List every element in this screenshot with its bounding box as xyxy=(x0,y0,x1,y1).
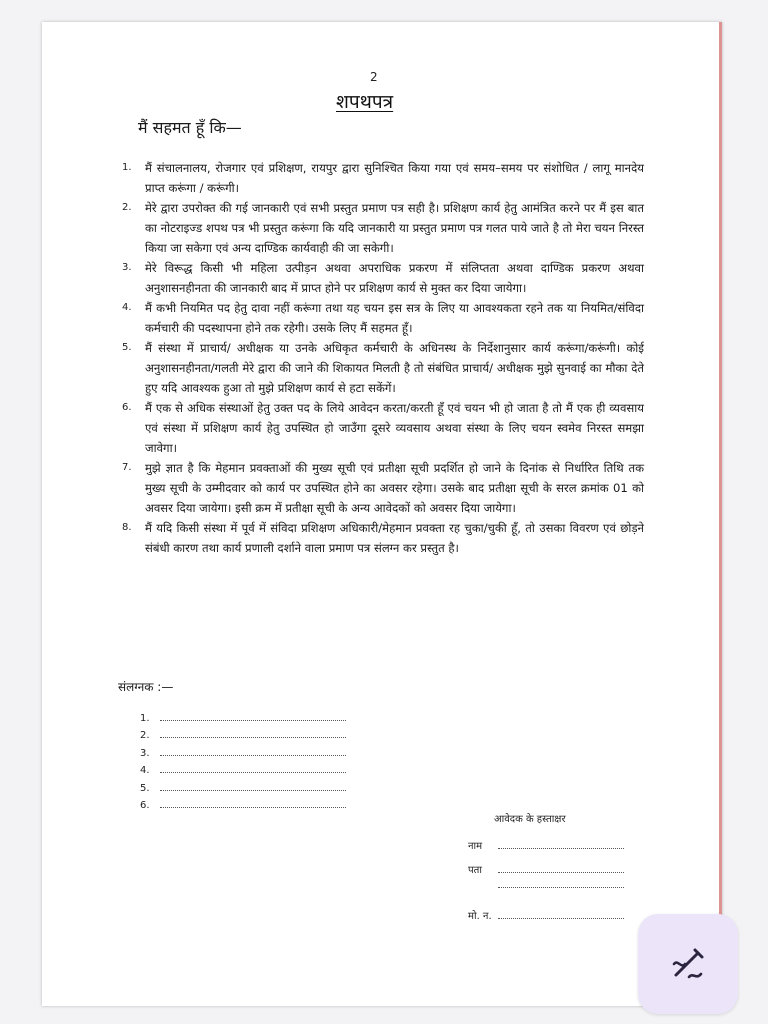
item-text: मैं संचालनालय, रोजगार एवं प्रशिक्षण, रायपुर द्वारा सुनिश्चित किया गया एवं समय–समय पर संशोधित / लागू मानदेय प्राप्त करूंगा / करूंगी। xyxy=(145,161,644,195)
attachment-number: 5. xyxy=(140,782,150,794)
page-number: 2 xyxy=(370,70,378,84)
declaration-item xyxy=(118,258,644,298)
address-label: पता xyxy=(468,865,482,876)
attachment-line xyxy=(140,706,346,724)
mobile-field xyxy=(468,908,624,922)
declaration-item xyxy=(118,398,644,458)
page-edge xyxy=(719,22,722,1006)
declaration-item xyxy=(118,338,644,398)
item-text: मैं यदि किसी संस्था में पूर्व में संविदा प्रशिक्षण अधिकारी/मेहमान प्रवक्ता रह चुका/चुकी हूँ, तो उसका विवरण एवं छोड़ने संबंधी कारण तथा कार्य प्रणाली दर्शाने वाला प्रमाण पत्र संलग्न कर प्रस्तुत है। xyxy=(145,521,644,555)
item-text: मेरे द्वारा उपरोक्त की गई जानकारी एवं सभी प्रस्तुत प्रमाण पत्र सही है। प्रशिक्षण कार्य हेतु आमंत्रित करने पर मैं इस बात का नोटराइज्ड शपथ पत्र भी प्रस्तुत करूंगा कि यदि जानकारी या प्रस्तुत प्रमाण पत्र गलत पाये जाते है तो मेरा चयन निरस्त किया जा सकेगा एवं अन्य दाण्डिक कार्यवाही की जा सकेगी। xyxy=(145,201,644,255)
blank-line xyxy=(498,847,624,849)
blank-line xyxy=(160,754,346,756)
blank-line xyxy=(160,771,346,773)
declaration-item xyxy=(118,458,644,518)
attachment-line xyxy=(140,741,346,759)
document-title: शपथपत्र xyxy=(336,91,394,113)
intro-line: मैं सहमत हूँ कि— xyxy=(138,118,242,137)
name-field xyxy=(468,838,624,852)
declaration-item xyxy=(118,518,644,558)
item-number: 3. xyxy=(122,262,132,273)
attachments-label: संलग्नक :— xyxy=(118,680,174,694)
mobile-label: मो. न. xyxy=(468,911,492,922)
item-text: मैं कभी नियमित पद हेतु दावा नहीं करूंगा तथा यह चयन इस सत्र के लिए या आवश्यकता रहने तक या नियमित/संविदा कर्मचारी की पदस्थापना होने तक रहेगी। उसके लिए मैं सहमत हूँ। xyxy=(145,301,644,335)
attachment-number: 6. xyxy=(140,800,150,811)
item-text: मैं एक से अधिक संस्थाओं हेतु उक्त पद के लिये आवेदन करता/करती हूँ एवं चयन भी हो जाता है तो मैं एक ही व्यवसाय एवं संस्था में प्रशिक्षण कार्य हेतु उपस्थित हो जाउँगा दूसरे व्यवसाय अथवा संस्था के लिए चयन स्वमेव निरस्त समझा जावेगा। xyxy=(145,401,644,455)
item-number: 6. xyxy=(122,402,132,413)
item-number: 4. xyxy=(122,302,132,313)
attachment-line xyxy=(140,794,346,812)
declaration-list xyxy=(118,158,644,558)
blank-line xyxy=(160,736,346,738)
declaration-item xyxy=(118,158,644,198)
item-text: मेरे विरूद्ध किसी भी महिला उत्पीड़न अथवा अपराधिक प्रकरण में संलिप्तता अथवा दाण्डिक प्रकरण अथवा अनुशासनहीनता की जानकारी बाद में प्राप्त होने पर प्रशिक्षण कार्य से मुक्त कर दिया जायेगा। xyxy=(145,261,644,295)
attachment-number: 3. xyxy=(140,747,150,759)
blank-line xyxy=(498,917,624,919)
attachment-number: 2. xyxy=(140,730,150,741)
blank-line xyxy=(498,886,624,888)
declaration-item xyxy=(118,298,644,338)
attachment-number: 1. xyxy=(140,712,150,724)
item-number: 2. xyxy=(122,202,132,213)
blank-line xyxy=(160,806,346,808)
name-label: नाम xyxy=(468,841,483,852)
signature-label: आवेदक के हस्ताक्षर xyxy=(494,814,566,825)
item-number: 7. xyxy=(122,462,132,473)
blank-line xyxy=(160,789,346,791)
item-number: 8. xyxy=(122,522,132,533)
address-field xyxy=(468,862,624,876)
attachments-list xyxy=(140,706,346,811)
draw-button[interactable] xyxy=(638,914,738,1014)
blank-line xyxy=(498,871,624,873)
address-field-continued xyxy=(468,886,624,891)
draw-pen-icon xyxy=(668,944,708,984)
item-text: मुझे ज्ञात है कि मेहमान प्रवक्ताओं की मुख्य सूची एवं प्रतीक्षा सूची प्रदर्शित हो जाने के दिनांक से निर्धारित तिथि तक मुख्य सूची के उम्मीदवार को कार्य पर उपस्थित होने का अवसर रहेगा। उसके बाद प्रतीक्षा सूची के सरल क्रमांक 01 को अवसर दिया जायेगा। इसी क्रम में प्रतीक्षा सूची के अन्य आवेदकों को अवसर दिया जायेगा। xyxy=(145,461,644,515)
item-number: 5. xyxy=(122,342,132,353)
attachment-number: 4. xyxy=(140,765,150,776)
declaration-item xyxy=(118,198,644,258)
attachment-line xyxy=(140,776,346,794)
item-number: 1. xyxy=(122,162,132,173)
attachment-line xyxy=(140,759,346,777)
item-text: मैं संस्था में प्राचार्य/ अधीक्षक या उनके अधिकृत कर्मचारी के अधिनस्थ के निर्देशानुसार कार्य करूंगा/करूंगी। कोई अनुशासनहीनता/गलती मेरे द्वारा की जाने की शिकायत मिलती है तो संबंधित प्राचार्य/ अधीक्षक मुझे सुनवाई का मौका देते हुए यदि आवश्यक हुआ तो मुझे प्रशिक्षण कार्य से हटा सकेंगें। xyxy=(145,341,644,395)
blank-line xyxy=(160,719,346,721)
attachment-line xyxy=(140,724,346,742)
